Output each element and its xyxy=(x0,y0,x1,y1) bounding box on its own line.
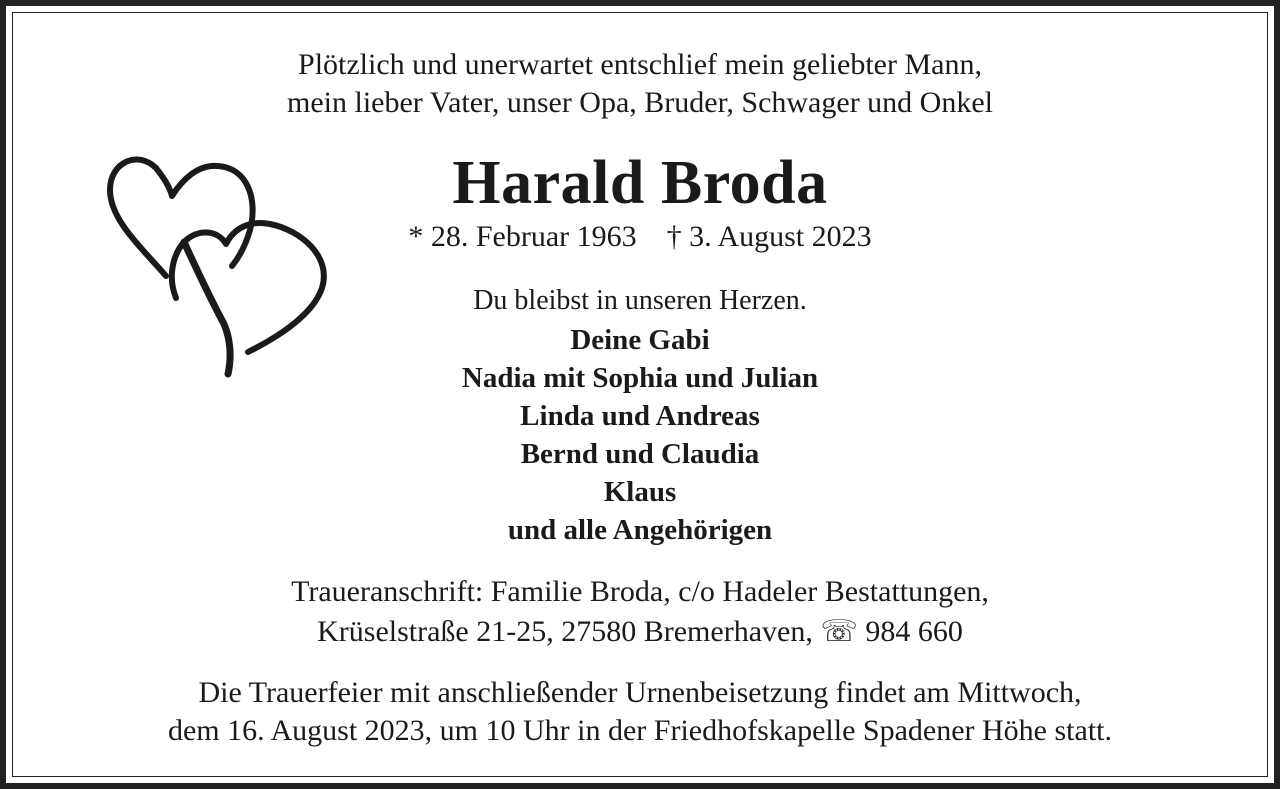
family-member: Deine Gabi xyxy=(570,324,710,356)
motto: Du bleibst in unseren Herzen. xyxy=(473,285,807,316)
death-date: † 3. August 2023 xyxy=(666,220,872,253)
intro-line-2: mein lieber Vater, unser Opa, Bruder, Schwager und Onkel xyxy=(287,86,993,119)
family-member: Linda und Andreas xyxy=(520,400,760,432)
birth-date: * 28. Februar 1963 xyxy=(408,220,637,253)
deceased-name: Harald Broda xyxy=(452,149,828,217)
ceremony-line-2: dem 16. August 2023, um 10 Uhr in der Friedhofskapelle Spadener Höhe statt. xyxy=(167,714,1112,747)
family-member: und alle Angehörigen xyxy=(507,514,773,546)
life-dates xyxy=(0,220,1280,254)
address-line-2 xyxy=(0,614,1280,649)
telephone-icon: ☏ xyxy=(820,615,858,648)
phone-number: 984 660 xyxy=(865,615,963,648)
ceremony-line-1: Die Trauerfeier mit anschließender Urnenbeisetzung findet am Mittwoch, xyxy=(198,676,1082,709)
intro-line-1: Plötzlich und unerwartet entschlief mein geliebter Mann, xyxy=(298,48,982,81)
address-line-1: Traueranschrift: Familie Broda, c/o Hadeler Bestattungen, xyxy=(291,575,989,608)
family-member: Klaus xyxy=(603,476,677,508)
family-member: Bernd und Claudia xyxy=(520,438,760,470)
address-street: Krüselstraße 21-25, 27580 Bremerhaven, xyxy=(317,615,813,648)
family-member: Nadia mit Sophia und Julian xyxy=(461,362,819,394)
